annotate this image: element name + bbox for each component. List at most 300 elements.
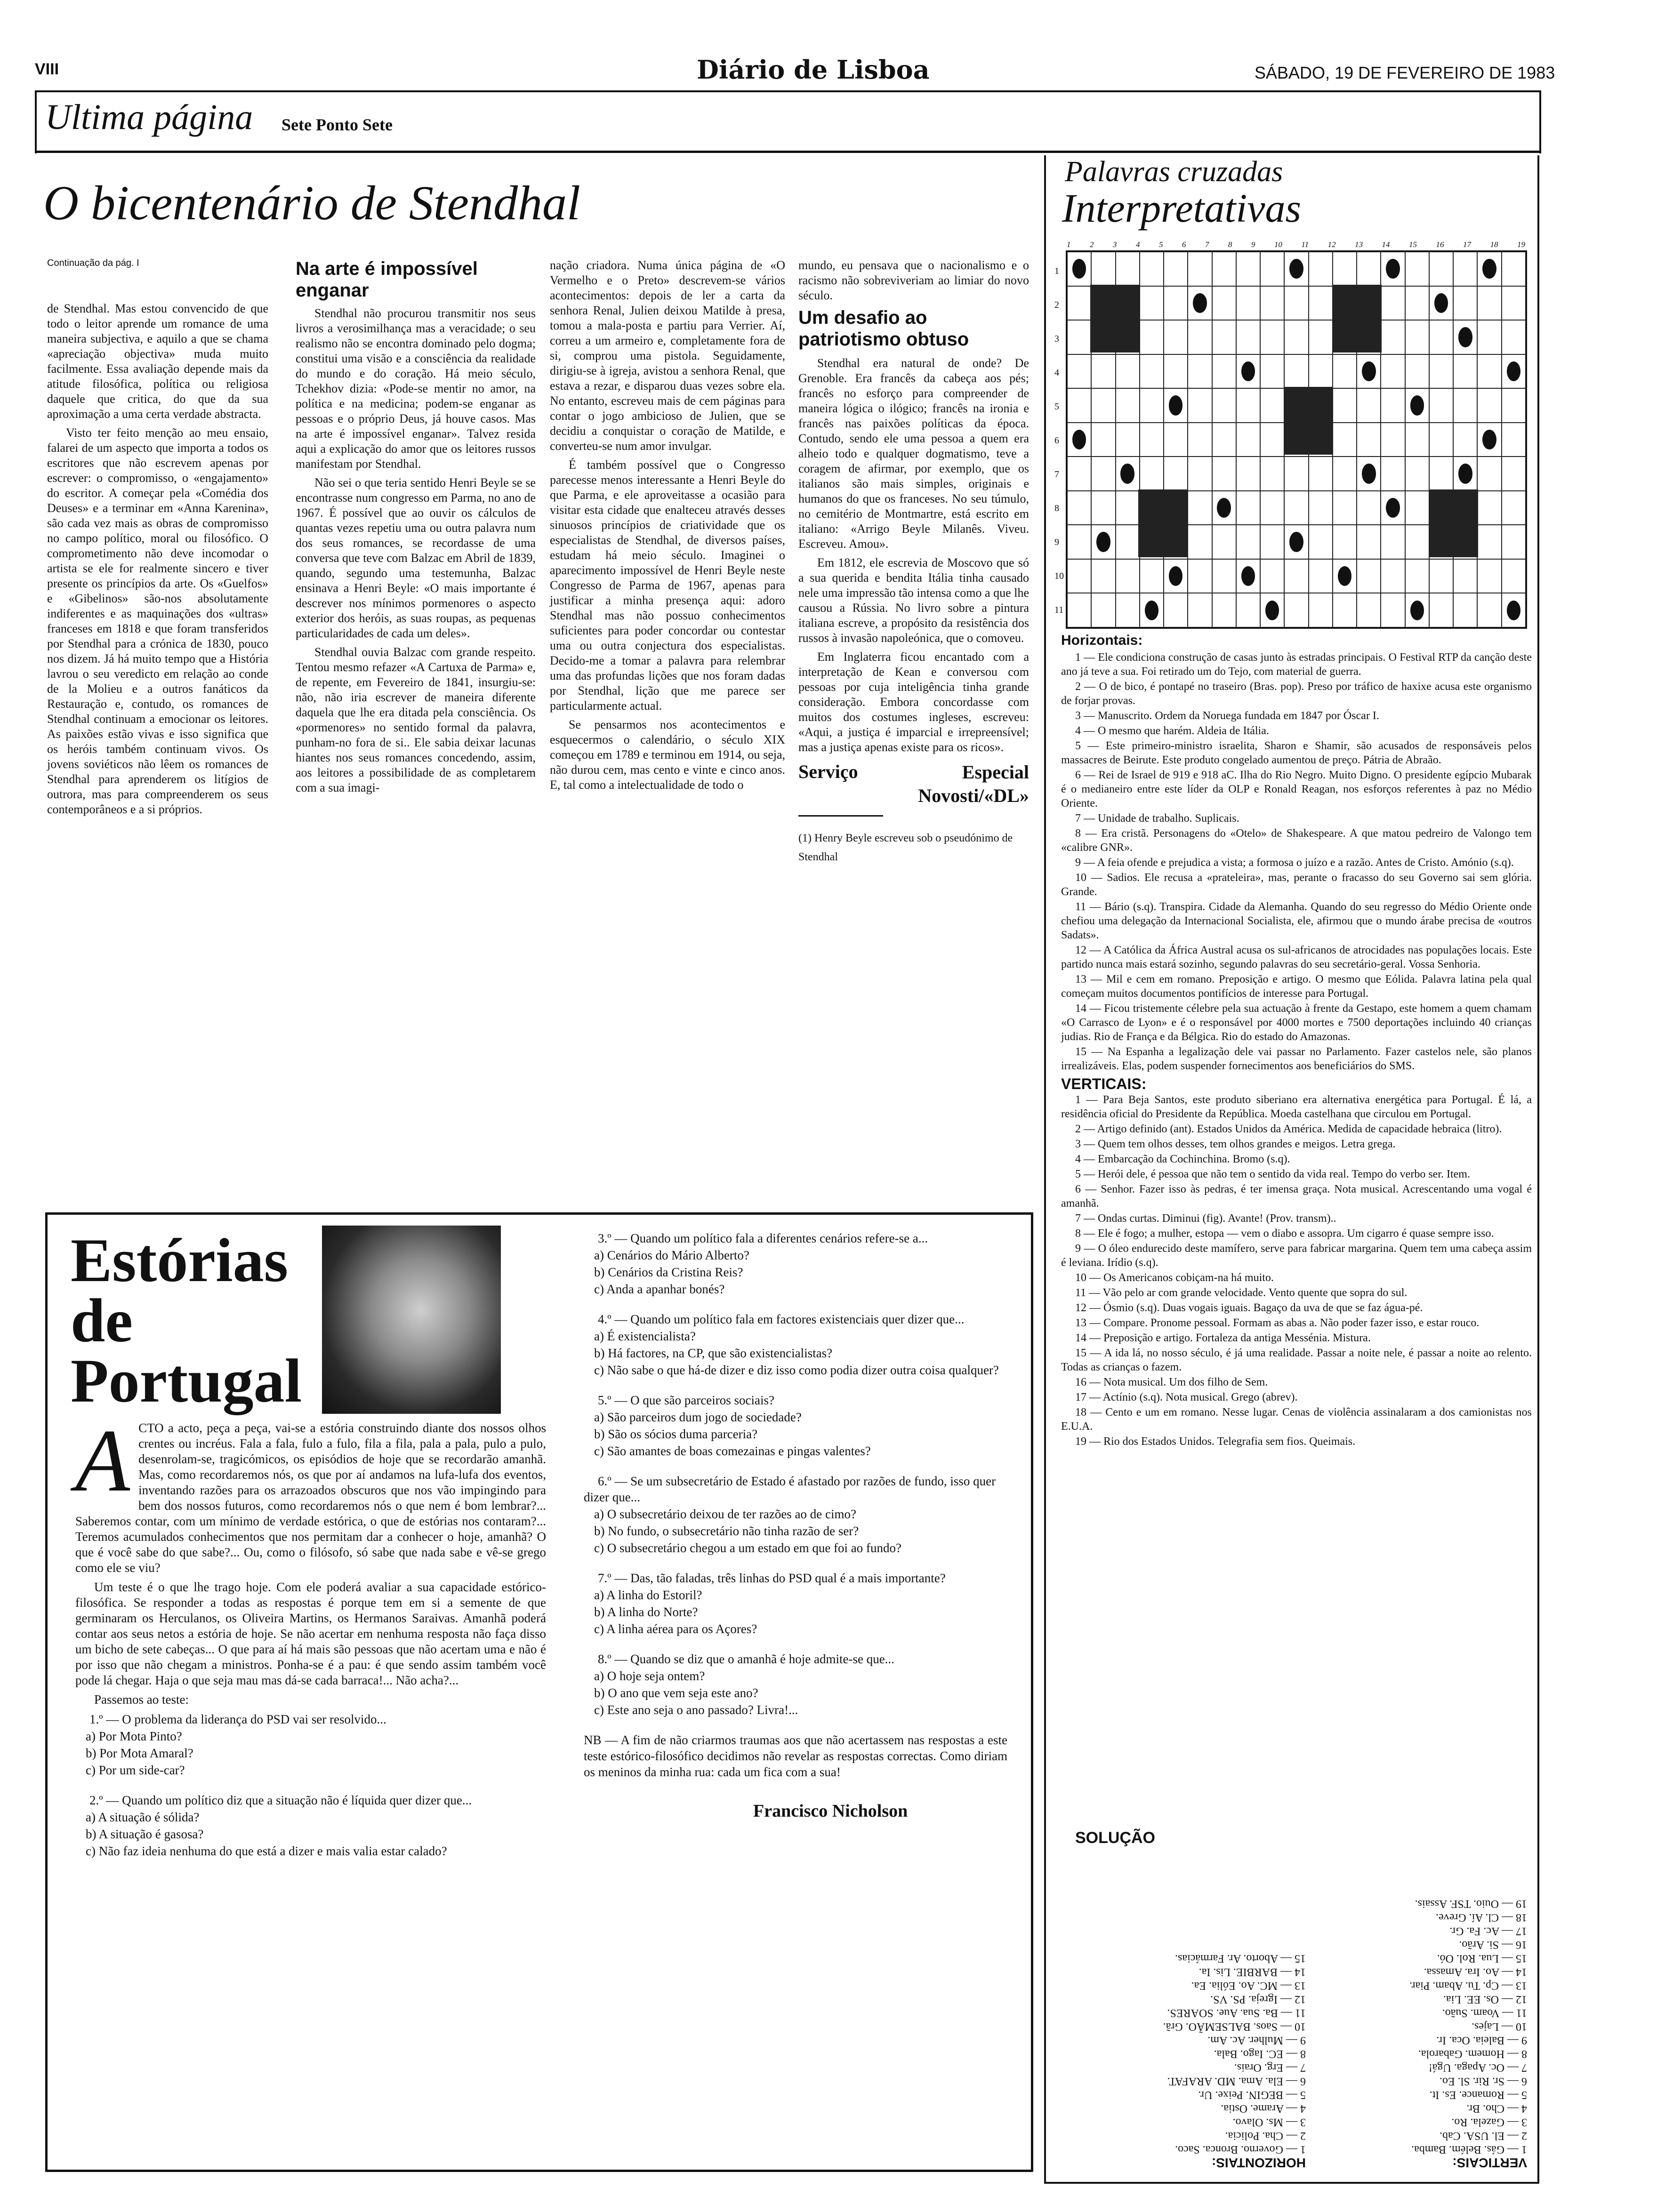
crossword-cell[interactable] [1429, 423, 1453, 457]
crossword-cell[interactable] [1477, 388, 1501, 423]
black-dot [1072, 430, 1086, 449]
answer-option: c) O subsecretário chegou a um estado em que foi ao fundo? [594, 1541, 902, 1555]
crossword-cell[interactable] [1357, 559, 1381, 593]
solution-horizontal: 10 — Saos. BALSEMÃO. Grã. [1163, 2020, 1306, 2033]
footnote: (1) Henry Beyle escreveu sob o pseudónimo de Stendhal [798, 832, 1013, 863]
crossword-cell[interactable] [1333, 457, 1357, 491]
crossword-cell[interactable] [1502, 423, 1526, 457]
crossword-cell[interactable] [1405, 388, 1429, 423]
vertical-clue: 4 — Embarcação da Cochinchina. Bromo (s.q). [1075, 1153, 1290, 1165]
article-column-2 [296, 258, 536, 799]
crossword-cell[interactable] [1067, 354, 1091, 389]
solution-vertical: 18 — Cl. Aí. Greve. [1436, 1911, 1527, 1923]
section-subtitle: Sete Ponto Sete [282, 115, 393, 134]
vertical-clue: 5 — Herói dele, é pessoa que não tem o sentido da vida real. Tempo do verbo ser. Item. [1075, 1168, 1470, 1180]
crossword-cell[interactable] [1453, 593, 1477, 627]
row-number: 7 [1054, 469, 1059, 480]
crossword-cell[interactable] [1333, 388, 1357, 423]
crossword-cell[interactable] [1260, 320, 1284, 354]
crossword-cell[interactable] [1405, 423, 1429, 457]
crossword-cell[interactable] [1477, 354, 1501, 389]
crossword-cell[interactable] [1212, 320, 1236, 354]
crossword-cell[interactable] [1188, 423, 1212, 457]
column-number: 15 [1409, 240, 1417, 249]
crossword-cell[interactable] [1333, 559, 1357, 593]
crossword-cell[interactable] [1453, 286, 1477, 321]
crossword-cell[interactable] [1140, 457, 1164, 491]
subheading: Um desafio ao patriotismo obtuso [798, 307, 969, 350]
crossword-cell[interactable] [1357, 423, 1381, 457]
crossword-cell[interactable] [1164, 286, 1188, 321]
crossword-cell[interactable] [1502, 525, 1526, 559]
crossword-cell[interactable] [1260, 457, 1284, 491]
crossword-cell[interactable] [1091, 491, 1115, 525]
crossword-cell[interactable] [1309, 457, 1333, 491]
crossword-cell[interactable] [1381, 593, 1405, 627]
crossword-cell[interactable] [1116, 559, 1140, 593]
black-dot [1289, 259, 1303, 279]
crossword-cell[interactable] [1284, 457, 1308, 491]
answer-option: b) A linha do Norte? [594, 1605, 698, 1619]
solution-vertical: 5 — Romance. Es. It. [1429, 2089, 1527, 2101]
black-dot [1072, 259, 1086, 279]
crossword-cell[interactable] [1333, 491, 1357, 525]
black-dot [1458, 464, 1472, 483]
crossword-cell[interactable] [1381, 388, 1405, 423]
crossword-cell[interactable] [1381, 354, 1405, 389]
continuation-note: Continuação da pág. I [47, 258, 139, 268]
vertical-clue: 15 — A ida lá, no nosso século, é já uma realidade. Passar a noite nele, é passar a noite ao relento. Todas as crianças o fazem. [1061, 1347, 1532, 1373]
crossword-cell[interactable] [1188, 457, 1212, 491]
estorias-title-line: Estórias [71, 1226, 288, 1295]
crossword-cell[interactable] [1260, 388, 1284, 423]
estorias-border-top [45, 1212, 1033, 1215]
estorias-border-bottom [45, 2170, 1033, 2172]
column-number: 9 [1251, 240, 1255, 249]
crossword-cell[interactable] [1381, 559, 1405, 593]
crossword-cell[interactable] [1309, 593, 1333, 627]
black-dot [1434, 293, 1448, 313]
crossword-cell[interactable] [1502, 320, 1526, 354]
vertical-clue: 18 — Cento e um em romano. Nesse lugar. Cenas de violência assinalaram a dos camionistas nos E.U.A. [1061, 1406, 1532, 1433]
crossword-cell[interactable] [1116, 252, 1140, 286]
crossword-cell[interactable] [1164, 593, 1188, 627]
crossword-cell[interactable] [1188, 252, 1212, 286]
answer-option: a) São parceiros dum jogo de sociedade? [594, 1410, 802, 1424]
black-dot [1217, 498, 1231, 518]
vertical-clue: 6 — Senhor. Fazer isso às pedras, é ter imensa graça. Nota musical. Acrescentando uma vogal é amanhã. [1061, 1183, 1532, 1210]
crossword-cell[interactable] [1188, 491, 1212, 525]
crossword-cell[interactable] [1212, 388, 1236, 423]
crossword-cell[interactable] [1357, 593, 1381, 627]
crossword-cell[interactable] [1357, 457, 1381, 491]
crossword-cell[interactable] [1164, 354, 1188, 389]
crossword-cell[interactable] [1477, 593, 1501, 627]
crossword-cell[interactable] [1381, 320, 1405, 354]
answer-option: c) São amantes de boas comezainas e pingas valentes? [594, 1444, 871, 1458]
crossword-cell[interactable] [1309, 286, 1333, 321]
horizontais-list [1061, 633, 1532, 1450]
crossword-cell[interactable] [1502, 491, 1526, 525]
black-square [1429, 489, 1478, 557]
crossword-cell[interactable] [1212, 593, 1236, 627]
black-dot [1386, 259, 1400, 279]
crossword-cell[interactable] [1429, 457, 1453, 491]
sol-horizontais-heading: HORIZONTAIS: [1211, 2156, 1306, 2170]
crossword-cell[interactable] [1091, 354, 1115, 389]
crossword-cell[interactable] [1067, 252, 1091, 286]
black-dot [1120, 464, 1134, 483]
crossword-cell[interactable] [1140, 252, 1164, 286]
solution-vertical: 4 — Cho. Br. [1466, 2102, 1527, 2115]
crossword-cell[interactable] [1429, 354, 1453, 389]
crossword-cell[interactable] [1284, 286, 1308, 321]
crossword-cell[interactable] [1405, 286, 1429, 321]
vertical-clue: 11 — Vão pelo ar com grande velocidade. Vento quente que sopra do sul. [1075, 1287, 1408, 1299]
crossword-cell[interactable] [1140, 559, 1164, 593]
crossword-cell[interactable] [1477, 286, 1501, 321]
answer-option: a) Cenários do Mário Alberto? [594, 1248, 749, 1262]
column-number: 2 [1089, 240, 1094, 249]
intro-paragraph: Um teste é o que lhe trago hoje. Com ele poderá avaliar a sua capacidade estórico-filosófica. Se responder a todas as respostas é porque tem em si a semente de que germinaram os Herculanos, os Oliveira Martins, os Hermanos Saraivas. Amanhã poderá contar aos seus netos a estória de hoje. Se não acertar em nenhuma resposta não faça disso um bicho de sete cabeças... O que para aí há mais são pessoas que não acertam uma e não é por isso que não chegam a ministros. Ponha-se é a pau: é que sendo assim também você pode lá chegar. Haja o que seja mau mas dá-se cada barraca!... Não acha?... [75, 1580, 546, 1687]
crossword-cell[interactable] [1188, 320, 1212, 354]
crossword-cell[interactable] [1453, 559, 1477, 593]
crossword-cell[interactable] [1091, 252, 1115, 286]
crossword-cell[interactable] [1260, 252, 1284, 286]
vertical-clue: 1 — Para Beja Santos, este produto siberiano era alternativa energética para Portugal. É lá, a residência oficial do Presidente da República. Moeda castelhana que circulou em Portugal. [1061, 1094, 1532, 1120]
crossword-cell[interactable] [1188, 593, 1212, 627]
black-dot [1241, 566, 1255, 586]
crossword-cell[interactable] [1357, 525, 1381, 559]
service-credit: Serviço [798, 761, 858, 782]
crossword-cell[interactable] [1236, 354, 1260, 389]
horizontal-clue: 14 — Ficou tristemente célebre pela sua actuação à frente da Gestapo, este homem a quem chamam «O Carrasco de Lyon» e é o responsável por 4000 mortes e 7500 deportações incluindo 40 crianças judias. Rio de França e da Bélgica. Rio do estado do Amazonas. [1061, 1002, 1532, 1043]
footnote-rule [798, 815, 883, 817]
crossword-cell[interactable] [1333, 354, 1357, 389]
crossword-cell[interactable] [1140, 423, 1164, 457]
crossword-cell[interactable] [1405, 525, 1429, 559]
crossword-cell[interactable] [1309, 320, 1333, 354]
crossword-cell[interactable] [1357, 354, 1381, 389]
crossword-cell[interactable] [1477, 320, 1501, 354]
article-paragraph: de Stendhal. Mas estou convencido de que todo o leitor aprende um romance de uma maneira subjectiva, e aquilo a que se chama «apreciação objectiva» muda muito facilmente. Essa avaliação depende mais da atitude filosófica, política ou religiosa daquele que critica, do que da sua aproximação a uma certa verdade abstracta. [47, 302, 268, 421]
crossword-cell[interactable] [1429, 559, 1453, 593]
crossword-cell[interactable] [1309, 252, 1333, 286]
crossword-cell[interactable] [1236, 320, 1260, 354]
crossword-cell[interactable] [1236, 286, 1260, 321]
crossword-cell[interactable] [1188, 559, 1212, 593]
answer-option: b) A situação é gasosa? [86, 1827, 204, 1841]
crossword-cell[interactable] [1381, 252, 1405, 286]
crossword-cell[interactable] [1502, 559, 1526, 593]
intro-paragraph: CTO a acto, peça a peça, vai-se a estória construindo diante dos nossos olhos crentes ou incréus. Fala a fala, fulo a fulo, fila a fila, pala a pala, pulo a pulo, desenrolam-se, tragicómicos, os episódios de hoje que se recordarão amanhã. Mas, como recordaremos nós, os que por aí andamos na lufa-lufa dos eventos, inventando razões para os arrazoados obscuros que nos vão impingindo para bem dos nossos futuros, como recordaremos nós o que nem é bom lembrar?... Saberemos contar, com um mínimo de verdade estórica, o que de estórias nos contaram?... Teremos acumulados conhecimentos que nos permitam dar a conhecer o hoje, amanhã? O que é você sabe do que sabe?... Ou, como o filósofo, só sabe que nada sabe e vê-se grego como ele se viu? [75, 1421, 546, 1575]
crossword-cell[interactable] [1188, 388, 1212, 423]
article-paragraph: mundo, eu pensava que o nacionalismo e o racismo não sobreviveriam ao limiar do novo século. [798, 258, 1029, 302]
crossword-cell[interactable] [1502, 388, 1526, 423]
crossword-cell[interactable] [1453, 252, 1477, 286]
crossword-cell[interactable] [1405, 593, 1429, 627]
test-question [584, 1473, 1007, 1556]
black-dot [1482, 259, 1496, 279]
crossword-cell[interactable] [1405, 354, 1429, 389]
crossword-cell[interactable] [1502, 593, 1526, 627]
solution-vertical: 15 — Lua. Rol. Oó. [1437, 1952, 1527, 1964]
crossword-cell[interactable] [1381, 525, 1405, 559]
crossword-cell[interactable] [1477, 525, 1501, 559]
crossword-cell[interactable] [1381, 457, 1405, 491]
crossword-cell[interactable] [1309, 525, 1333, 559]
solution-horizontal: 7 — Erg. Orais. [1234, 2061, 1306, 2074]
solution-vertical: 2 — El. USA. Cab. [1440, 2130, 1527, 2142]
crossword-cell[interactable] [1164, 252, 1188, 286]
page-number: VIII [35, 60, 59, 78]
row-number: 10 [1054, 570, 1064, 581]
crossword-cell[interactable] [1381, 286, 1405, 321]
horizontal-clue: 6 — Rei de Israel de 919 e 918 aC. Ilha do Rio Negro. Muito Digno. O presidente egípcio Mubarak é o medianeiro entre este líder da OLP e Ronald Reagan, nos esforços referentes à paz no Médio Oriente. [1061, 769, 1532, 809]
crossword-cell[interactable] [1502, 286, 1526, 321]
horizontal-clue: 1 — Ele condiciona construção de casas junto às estradas principais. O Festival RTP da canção deste ano já teve a sua. Foi retirado um do Tejo, com material de guerra. [1061, 651, 1532, 678]
service-credit-agency: Especial Novosti/«DL» [918, 761, 1029, 806]
crossword-cell[interactable] [1067, 457, 1091, 491]
crossword-cell[interactable] [1405, 559, 1429, 593]
solution-horizontal: 9 — Mulher. Ac. Am. [1207, 2034, 1306, 2046]
crossword-cell[interactable] [1477, 252, 1501, 286]
crossword-cell[interactable] [1067, 286, 1091, 321]
crossword-cell[interactable] [1188, 525, 1212, 559]
crossword-cell[interactable] [1333, 423, 1357, 457]
crossword-cell[interactable] [1260, 354, 1284, 389]
crossword-cell[interactable] [1260, 423, 1284, 457]
crossword-cell[interactable] [1333, 525, 1357, 559]
crossword-cell[interactable] [1284, 320, 1308, 354]
article-paragraph: Se pensarmos nos acontecimentos e esquecermos o calendário, o século XIX começou em 1789 e terminou em 1914, ou seja, não durou cem, mas cento e vinte e cinco anos. E, tal como a intelectualidade de todo o [550, 718, 785, 792]
crossword-title: Palavras cruzadas [1065, 156, 1283, 188]
crossword-cell[interactable] [1429, 388, 1453, 423]
horizontal-clue: 5 — Este primeiro-ministro israelita, Sharon e Shamir, são acusados de responsáveis pelos massacres de Beirute. Este produto congelado aumentou de preço. Pátria de Abraão. [1061, 740, 1532, 766]
crossword-cell[interactable] [1477, 491, 1501, 525]
row-number: 6 [1054, 435, 1059, 446]
crossword-cell[interactable] [1067, 525, 1091, 559]
section-left-rule [35, 92, 37, 153]
test-question [584, 1311, 1007, 1378]
crossword-cell[interactable] [1164, 388, 1188, 423]
crossword-cell[interactable] [1091, 525, 1115, 559]
crossword-cell[interactable] [1140, 286, 1164, 321]
crossword-cell[interactable] [1405, 457, 1429, 491]
crossword-cell[interactable] [1212, 559, 1236, 593]
crossword-cell[interactable] [1091, 559, 1115, 593]
crossword-cell[interactable] [1236, 252, 1260, 286]
solution-horizontal: 5 — BEGIN. Peixe. Ur. [1198, 2089, 1306, 2101]
crossword-cell[interactable] [1212, 286, 1236, 321]
crossword-cell[interactable] [1091, 423, 1115, 457]
crossword-cell[interactable] [1116, 525, 1140, 559]
crossword-cell[interactable] [1212, 354, 1236, 389]
crossword-cell[interactable] [1502, 457, 1526, 491]
crossword-cell[interactable] [1236, 457, 1260, 491]
horizontal-clue: 12 — A Católica da África Austral acusa os sul-africanos de atrocidades nas populações locais. Este partido nunca mais estará sozinho, segundo palavras do seu secretário-geral. Vossa Senhoria. [1061, 944, 1532, 970]
crossword-cell[interactable] [1260, 525, 1284, 559]
crossword-cell[interactable] [1067, 593, 1091, 627]
crossword-cell[interactable] [1502, 354, 1526, 389]
crossword-cell[interactable] [1212, 457, 1236, 491]
crossword-cell[interactable] [1429, 320, 1453, 354]
vertical-clue: 16 — Nota musical. Um dos filho de Sem. [1075, 1376, 1268, 1388]
crossword-col-numbers [1067, 240, 1525, 249]
crossword-cell[interactable] [1260, 559, 1284, 593]
horizontal-clue: 11 — Bário (s.q). Transpira. Cidade da Alemanha. Quando do seu regresso do Médio Oriente onde chefiou uma delegação da Internacional Socialista, ele, afirmou que o mundo árabe precisa de «outros Sadats». [1061, 901, 1532, 941]
crossword-cell[interactable] [1357, 252, 1381, 286]
crossword-cell[interactable] [1453, 457, 1477, 491]
crossword-cell[interactable] [1405, 491, 1429, 525]
crossword-cell[interactable] [1236, 593, 1260, 627]
crossword-cell[interactable] [1067, 423, 1091, 457]
answer-option: c) Este ano seja o ano passado? Livra!... [594, 1703, 798, 1717]
crossword-cell[interactable] [1236, 388, 1260, 423]
crossword-cell[interactable] [1477, 559, 1501, 593]
solution-horizontal: 6 — Ela. Ama. MD. ARAFAT. [1167, 2075, 1306, 2087]
crossword-cell[interactable] [1091, 457, 1115, 491]
crossword-cell[interactable] [1164, 320, 1188, 354]
crossword-cell[interactable] [1477, 423, 1501, 457]
vertical-clue: 12 — Ósmio (s.q). Duas vogais iguais. Bagaço da uva de que se faz água-pé. [1075, 1302, 1423, 1314]
vertical-clue: 2 — Artigo definido (ant). Estados Unidos da América. Medida de capacidade hebraica (litro). [1075, 1123, 1502, 1135]
solution-horizontal: 11 — Ba. Sua. Aue. SOARES. [1167, 2007, 1306, 2019]
crossword-cell[interactable] [1236, 525, 1260, 559]
crossword-cell[interactable] [1164, 423, 1188, 457]
column-number: 5 [1158, 240, 1163, 249]
crossword-cell[interactable] [1116, 423, 1140, 457]
crossword-cell[interactable] [1116, 354, 1140, 389]
black-dot [1096, 532, 1110, 552]
solution-vertical: 12 — Os. EE. Lia. [1443, 1993, 1527, 2005]
crossword-cell[interactable] [1284, 491, 1308, 525]
answer-option: a) A linha do Estoril? [594, 1588, 702, 1602]
crossword-cell[interactable] [1236, 491, 1260, 525]
vertical-clue: 17 — Actínio (s.q). Nota musical. Grego (abrev). [1075, 1391, 1298, 1403]
column-number: 7 [1205, 240, 1209, 249]
question-text: 3.º — Quando um político fala a diferentes cenários refere-se a... [598, 1231, 928, 1245]
answer-option: a) O hoje seja ontem? [594, 1669, 705, 1683]
row-number: 11 [1054, 604, 1064, 615]
crossword-cell[interactable] [1067, 388, 1091, 423]
article-headline: O bicentenário de Stendhal [43, 176, 580, 230]
article-column-3 [550, 258, 785, 796]
crossword-cell[interactable] [1260, 593, 1284, 627]
crossword-cell[interactable] [1116, 491, 1140, 525]
answer-option: b) Por Mota Amaral? [86, 1746, 193, 1760]
crossword-cell[interactable] [1260, 491, 1284, 525]
crossword-cell[interactable] [1333, 593, 1357, 627]
article-paragraph: Stendhal não procurou transmitir nos seus livros a verosimilhança mas a veracidade; o seu realismo não se encontra dominado pelo dogma; constitui uma visão e a consciência da realidade do mundo e do coração. Há meio século, Tchekhov dizia: «Pode-se mentir no amor, na política e na medicina; podem-se enganar as pessoas e o próprio Deus, já houve casos. Mas na arte é impossível enganar». Talvez resida aqui a explicação do amor que os leitores russos manifestam por Stendhal. [296, 306, 536, 471]
crossword-cell[interactable] [1212, 252, 1236, 286]
crossword-cell[interactable] [1140, 320, 1164, 354]
column-number: 12 [1327, 240, 1336, 249]
crossword-cell[interactable] [1453, 320, 1477, 354]
crossword-cell[interactable] [1309, 491, 1333, 525]
crossword-cell[interactable] [1284, 252, 1308, 286]
column-number: 8 [1228, 240, 1232, 249]
crossword-cell[interactable] [1116, 457, 1140, 491]
crossword-cell[interactable] [1067, 559, 1091, 593]
horizontais-heading: Horizontais: [1061, 633, 1143, 648]
crossword-cell[interactable] [1164, 559, 1188, 593]
crossword-cell[interactable] [1405, 252, 1429, 286]
crossword-cell[interactable] [1357, 388, 1381, 423]
black-square [1333, 285, 1382, 353]
crossword-cell[interactable] [1212, 423, 1236, 457]
crossword-cell[interactable] [1116, 388, 1140, 423]
crossword-cell[interactable] [1429, 286, 1453, 321]
test-question [75, 1792, 546, 1859]
crossword-cell[interactable] [1164, 457, 1188, 491]
crossword-cell[interactable] [1236, 559, 1260, 593]
crossword-cell[interactable] [1284, 525, 1308, 559]
crossword-cell[interactable] [1188, 354, 1212, 389]
answer-option: a) Por Mota Pinto? [86, 1729, 182, 1743]
solution-horizontal: 3 — Ms. Olavo. [1232, 2116, 1306, 2128]
solucao-heading: SOLUÇÃO [1075, 1829, 1155, 1847]
crossword-cell[interactable] [1453, 423, 1477, 457]
crossword-cell[interactable] [1284, 354, 1308, 389]
crossword-cell[interactable] [1140, 593, 1164, 627]
crossword-cell[interactable] [1067, 491, 1091, 525]
black-dot [1507, 601, 1521, 620]
subheading: Na arte é impossível enganar [296, 258, 478, 301]
crossword-cell[interactable] [1236, 423, 1260, 457]
black-dot [1362, 361, 1376, 381]
estorias-title [71, 1226, 302, 1415]
solution-horizontal: 2 — Cha. Policia. [1225, 2130, 1306, 2142]
crossword-cell[interactable] [1309, 559, 1333, 593]
crossword-cell[interactable] [1284, 559, 1308, 593]
crossword-cell[interactable] [1357, 491, 1381, 525]
crossword-cell[interactable] [1067, 320, 1091, 354]
crossword-cell[interactable] [1091, 388, 1115, 423]
estorias-right-column [584, 1230, 1007, 1821]
crossword-cell[interactable] [1429, 252, 1453, 286]
horizontal-clue: 15 — Na Espanha a legalização dele vai passar no Parlamento. Fazer castelos nele, são planos irrealizáveis. Elas, podem suspender fornecimentos aos beneficiários do SMS. [1061, 1046, 1532, 1072]
crossword-cell[interactable] [1140, 388, 1164, 423]
crossword-cell[interactable] [1502, 252, 1526, 286]
column-number: 17 [1463, 240, 1471, 249]
estorias-title-line: de [71, 1286, 133, 1355]
crossword-cell[interactable] [1381, 423, 1405, 457]
crossword-cell[interactable] [1284, 593, 1308, 627]
crossword-cell[interactable] [1091, 593, 1115, 627]
crossword-cell[interactable] [1453, 388, 1477, 423]
crossword-cell[interactable] [1429, 593, 1453, 627]
crossword-cell[interactable] [1477, 457, 1501, 491]
answer-option: c) Por um side-car? [86, 1763, 185, 1777]
test-intro: Passemos ao teste: [94, 1692, 189, 1707]
crossword-cell[interactable] [1333, 252, 1357, 286]
answer-option: c) Anda a apanhar bonés? [594, 1282, 725, 1296]
crossword-cell[interactable] [1140, 354, 1164, 389]
crossword-cell[interactable] [1405, 320, 1429, 354]
crossword-cell[interactable] [1309, 354, 1333, 389]
crossword-cell[interactable] [1212, 525, 1236, 559]
row-number: 8 [1054, 503, 1059, 513]
crossword-cell[interactable] [1116, 593, 1140, 627]
crossword-cell[interactable] [1381, 491, 1405, 525]
crossword-cell[interactable] [1453, 354, 1477, 389]
crossword-cell[interactable] [1188, 286, 1212, 321]
crossword-cell[interactable] [1260, 286, 1284, 321]
solution-horizontal: 4 — Arame. Ostia. [1221, 2102, 1306, 2115]
crossword-cell[interactable] [1212, 491, 1236, 525]
vertical-clue: 10 — Os Americanos cobiçam-na há muito. [1075, 1272, 1274, 1284]
